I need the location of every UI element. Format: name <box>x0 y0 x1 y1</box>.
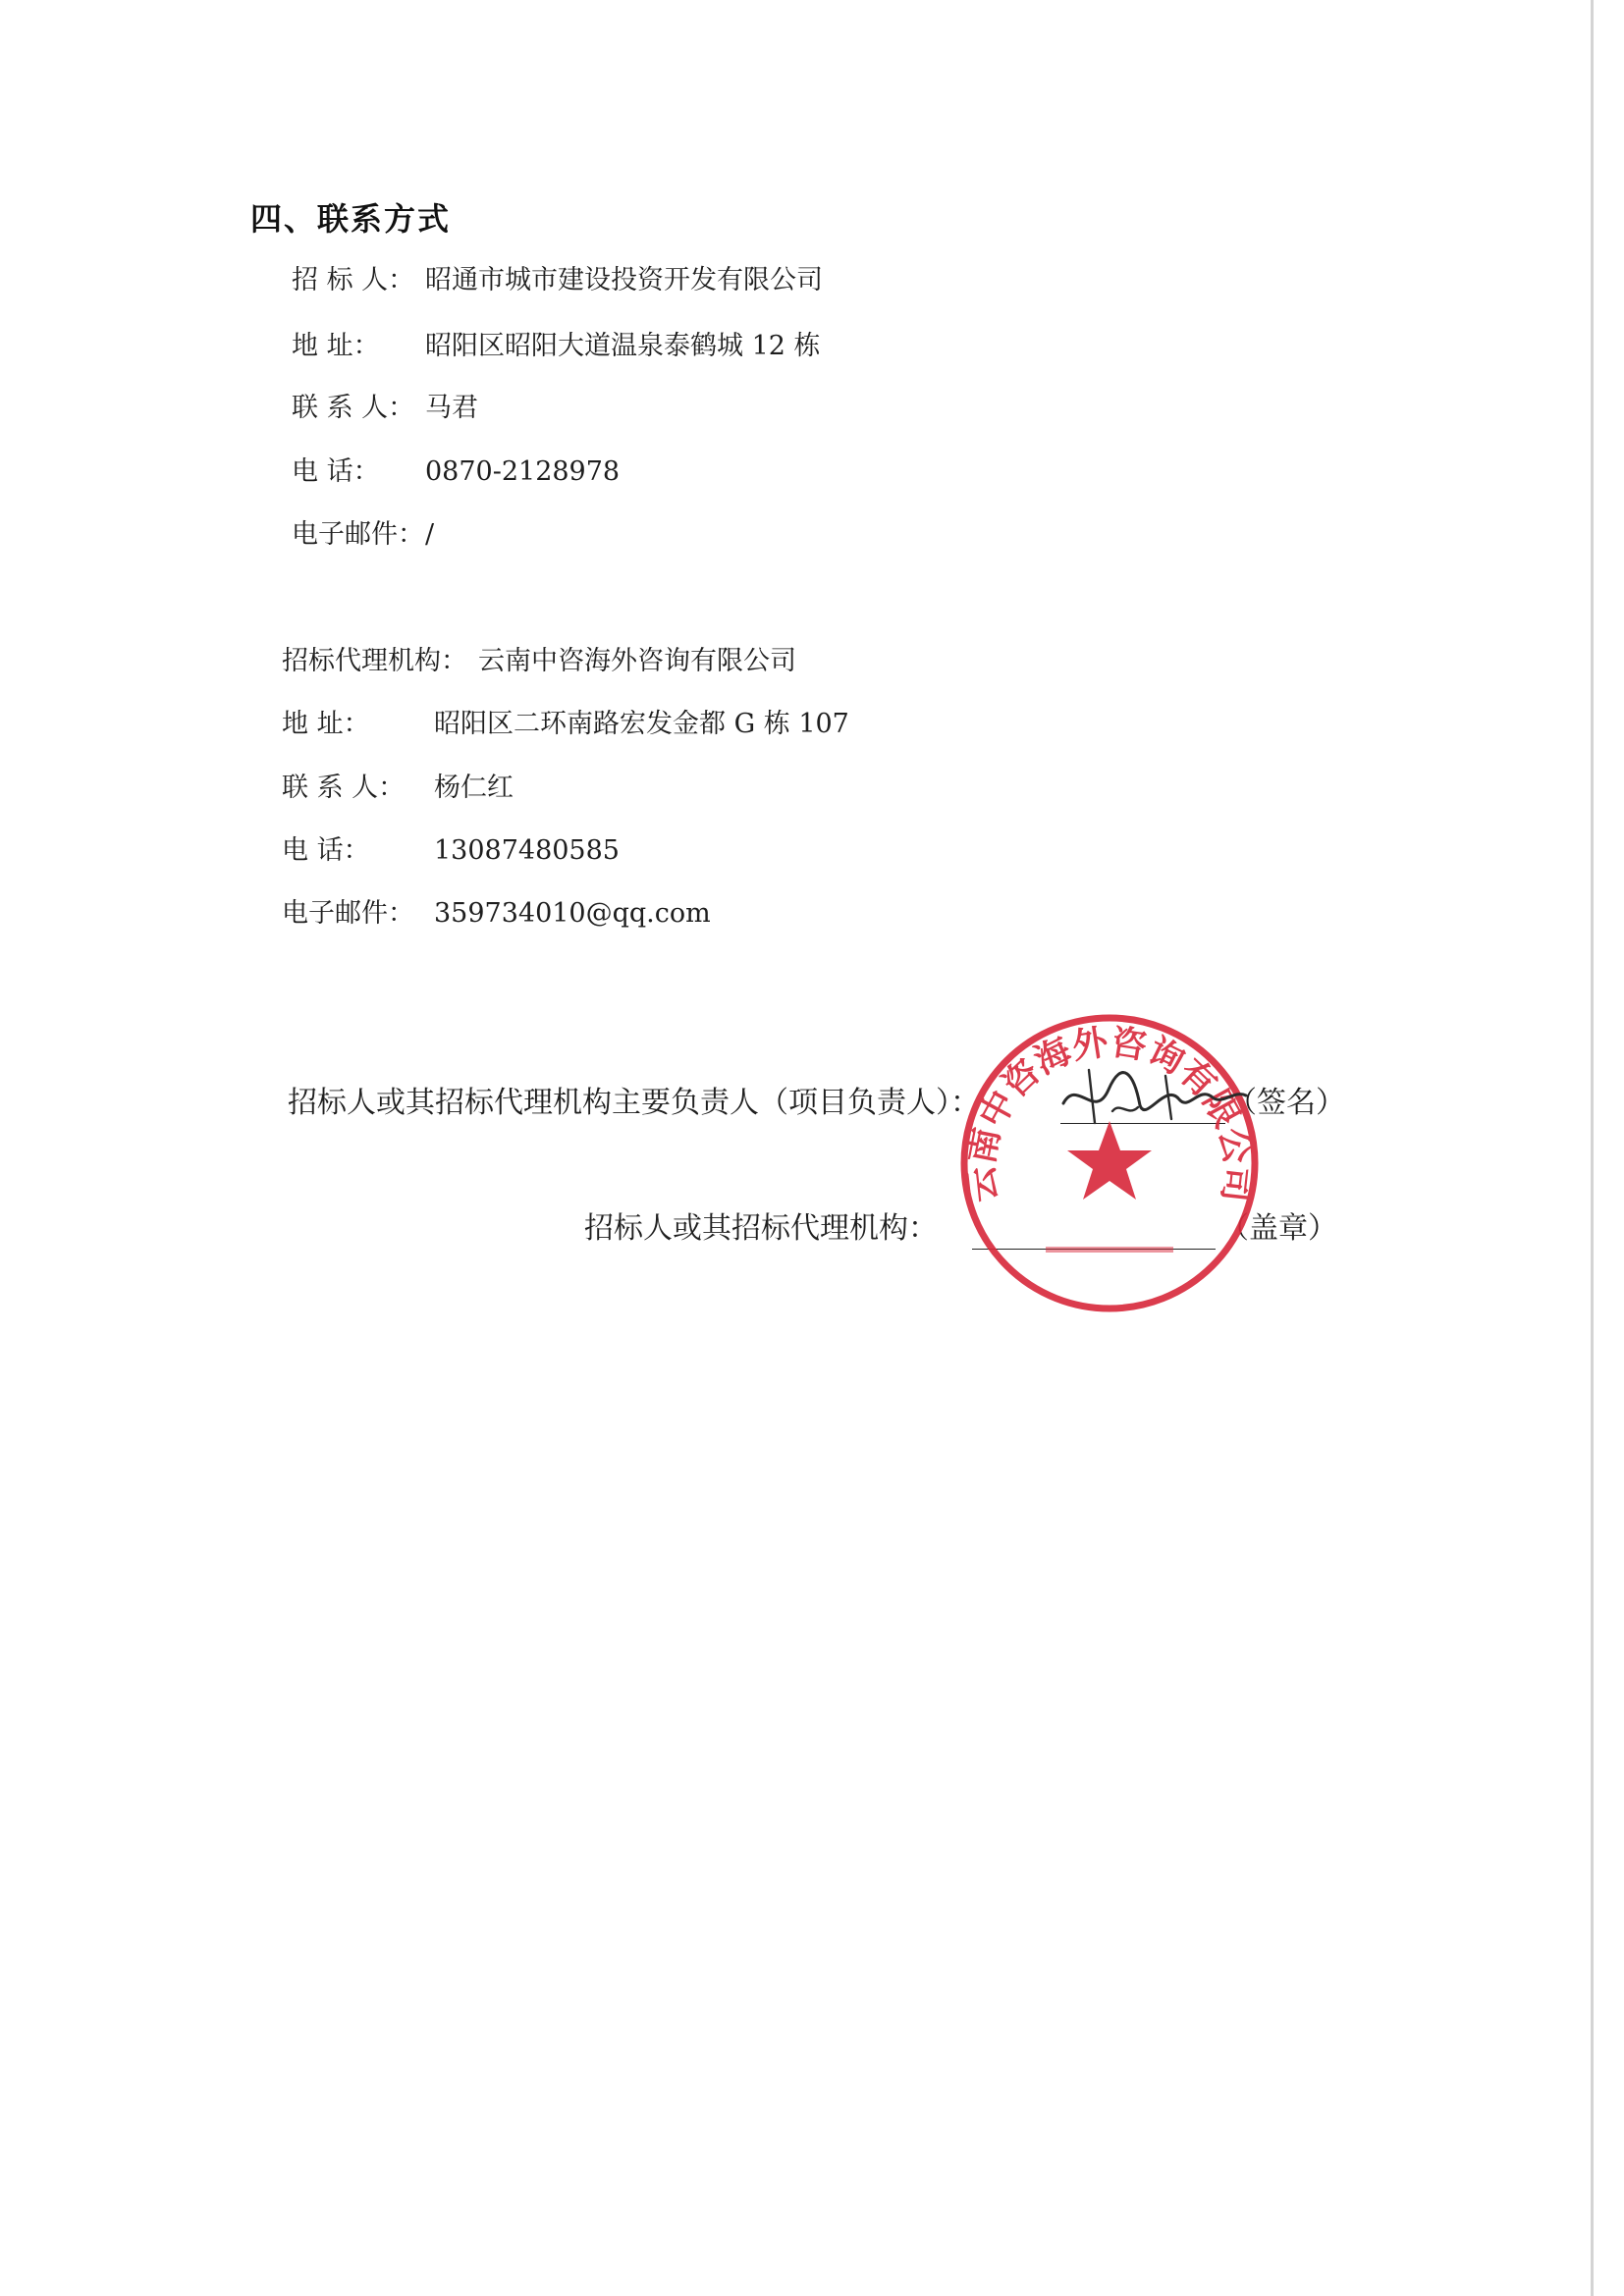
section-title: 四、联系方式 <box>250 200 452 238</box>
org-seal-suffix: （盖章） <box>1219 1211 1337 1246</box>
agency-contact-label: 联 系 人： <box>282 773 406 803</box>
tenderer-phone-label: 电 话： <box>292 456 380 487</box>
agency-phone-label: 电 话： <box>282 835 370 866</box>
agency-email-label: 电子邮件： <box>282 898 414 929</box>
handwritten-signature <box>1056 1060 1252 1139</box>
page-edge <box>1591 0 1594 2296</box>
tenderer-phone: 0870-2128978 <box>425 456 621 487</box>
principal-signature-label: 招标人或其招标代理机构主要负责人（项目负责人）： <box>288 1086 980 1120</box>
agency-address-label: 地 址： <box>282 709 370 739</box>
principal-signature-suffix: （签名） <box>1227 1086 1345 1120</box>
org-seal-label: 招标人或其招标代理机构： <box>584 1211 938 1246</box>
tenderer-contact-label: 联 系 人： <box>292 393 415 423</box>
agency-name-label: 招标代理机构： <box>282 646 467 676</box>
agency-name: 云南中咨海外咨询有限公司 <box>478 646 796 676</box>
tenderer-address: 昭阳区昭阳大道温泉泰鹤城 12 栋 <box>425 331 821 361</box>
company-seal <box>957 1011 1262 1315</box>
agency-phone: 13087480585 <box>434 835 620 866</box>
tenderer-address-label: 地 址： <box>292 331 380 361</box>
tenderer-email-label: 电子邮件： <box>292 519 424 550</box>
seal-serial-band <box>1046 1247 1173 1253</box>
tenderer-name-label: 招 标 人： <box>292 265 415 295</box>
seal-text-path: 云南中咨海外咨询有限公司 <box>959 1021 1260 1204</box>
agency-address: 昭阳区二环南路宏发金都 G 栋 107 <box>434 709 849 739</box>
agency-contact: 杨仁红 <box>434 773 514 803</box>
tenderer-name: 昭通市城市建设投资开发有限公司 <box>425 265 823 295</box>
tenderer-contact: 马君 <box>425 393 478 423</box>
agency-email: 359734010@qq.com <box>434 898 711 929</box>
tenderer-email: / <box>425 519 435 550</box>
